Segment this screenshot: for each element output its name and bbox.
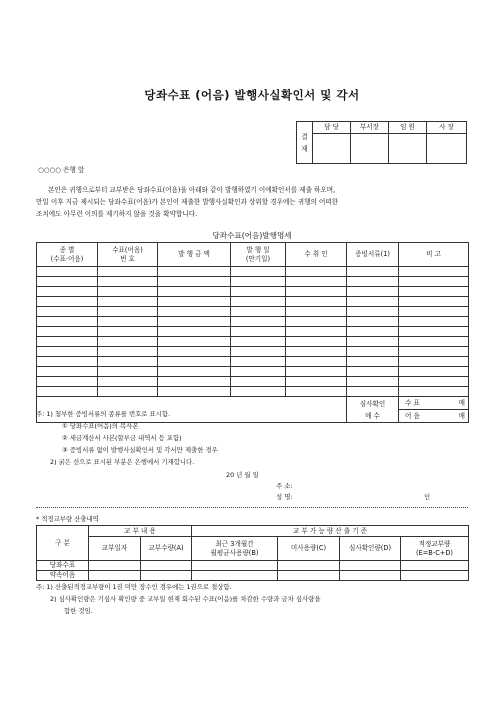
- detail-cell[interactable]: [37, 277, 98, 287]
- detail-cell[interactable]: [399, 357, 469, 367]
- detail-cell[interactable]: [98, 327, 158, 337]
- detail-cell[interactable]: [231, 377, 286, 387]
- detail-cell[interactable]: [158, 297, 231, 307]
- cut-line: [36, 507, 468, 508]
- approval-sign-staff[interactable]: [313, 134, 351, 164]
- quota-issue-date: 교부일자: [89, 537, 141, 561]
- quota-cell[interactable]: [192, 571, 278, 581]
- quota-unused: 미사용량(C): [278, 537, 340, 561]
- detail-cell[interactable]: [158, 387, 231, 397]
- quota-cell[interactable]: [401, 561, 469, 571]
- detail-cell[interactable]: [158, 347, 231, 357]
- quota-cell[interactable]: [340, 561, 401, 571]
- detail-cell[interactable]: [37, 377, 98, 387]
- quota-cell[interactable]: [401, 571, 469, 581]
- detail-cell[interactable]: [347, 277, 399, 287]
- date-line[interactable]: 20 년 월 일: [226, 471, 259, 479]
- intro-line-1: 본인은 귀행으로부터 교부받은 당좌수표(어음)을 아래와 같이 발행하였기 이에확인서를 제출 하오며,: [48, 186, 336, 194]
- summary-check-count[interactable]: 수 표 매: [399, 397, 469, 410]
- detail-cell[interactable]: [98, 337, 158, 347]
- detail-cell[interactable]: [98, 387, 158, 397]
- detail-cell[interactable]: [286, 267, 347, 277]
- detail-cell[interactable]: [231, 347, 286, 357]
- detail-row: [37, 387, 469, 397]
- seal-mark: 인: [424, 493, 431, 501]
- approval-header-president: 사 장: [427, 122, 467, 134]
- detail-row: [37, 277, 469, 287]
- detail-cell[interactable]: [347, 367, 399, 377]
- summary-confirm-count: 심사확인 매 수: [347, 397, 399, 423]
- detail-row: [37, 357, 469, 367]
- detail-row: [37, 367, 469, 377]
- issue-detail-table: [36, 242, 469, 423]
- detail-cell[interactable]: [98, 267, 158, 277]
- detail-cell[interactable]: [37, 297, 98, 307]
- detail-cell[interactable]: [158, 357, 231, 367]
- detail-cell[interactable]: [158, 267, 231, 277]
- detail-row: [37, 327, 469, 337]
- detail-cell[interactable]: [98, 357, 158, 367]
- detail-cell[interactable]: [158, 377, 231, 387]
- detail-cell[interactable]: [231, 387, 286, 397]
- detail-cell[interactable]: [37, 327, 98, 337]
- note-1-second: 2) 굵은 선으로 표시된 부분은 은행에서 기재합니다.: [50, 458, 195, 466]
- detail-cell[interactable]: [158, 327, 231, 337]
- detail-cell[interactable]: [399, 347, 469, 357]
- header-issue-date: 발 행 일 (만기일): [231, 243, 286, 267]
- detail-cell[interactable]: [158, 307, 231, 317]
- detail-cell[interactable]: [286, 377, 347, 387]
- detail-cell[interactable]: [286, 287, 347, 297]
- detail-cell[interactable]: [158, 277, 231, 287]
- detail-row: [37, 267, 469, 277]
- approval-header-staff: 담 당: [313, 122, 351, 134]
- quota-cell[interactable]: [340, 571, 401, 581]
- detail-cell[interactable]: [286, 297, 347, 307]
- detail-cell[interactable]: [98, 317, 158, 327]
- detail-cell[interactable]: [231, 297, 286, 307]
- approval-sign-president[interactable]: [427, 134, 467, 164]
- quota-monthly-avg: 최근 3개월간 월평균사용량(B): [192, 537, 278, 561]
- detail-cell[interactable]: [98, 297, 158, 307]
- quota-row-note: 약속어음: [37, 571, 89, 581]
- quota-confirm-qty: 심사확인량(D): [340, 537, 401, 561]
- summary-blank: [37, 397, 347, 410]
- detail-cell[interactable]: [231, 317, 286, 327]
- intro-line-2: 만일 이후 지금 제시되는 당좌수표(어음)가 본인이 제출한 발행사실확인과 상위할 경우에는 귀행의 어떠한: [36, 198, 339, 206]
- detail-cell[interactable]: [37, 267, 98, 277]
- header-evidence: 증빙서류(1): [347, 243, 399, 267]
- detail-cell[interactable]: [37, 347, 98, 357]
- approval-sign-executive[interactable]: [389, 134, 427, 164]
- detail-cell[interactable]: [347, 307, 399, 317]
- detail-cell[interactable]: [37, 387, 98, 397]
- detail-cell[interactable]: [286, 307, 347, 317]
- detail-cell[interactable]: [399, 377, 469, 387]
- detail-row: [37, 347, 469, 357]
- note-2-line-1: 주: 1) 산출된적정교부량이 1권 미만 장수인 경우에는 1권으로 절상함.: [36, 583, 232, 591]
- detail-cell[interactable]: [286, 367, 347, 377]
- detail-cell[interactable]: [347, 287, 399, 297]
- detail-cell[interactable]: [286, 387, 347, 397]
- detail-cell[interactable]: [399, 307, 469, 317]
- detail-cell[interactable]: [231, 267, 286, 277]
- detail-cell[interactable]: [347, 317, 399, 327]
- detail-cell[interactable]: [399, 337, 469, 347]
- quota-section-title: * 적정교부량 산출내역: [36, 515, 99, 523]
- detail-cell[interactable]: [347, 387, 399, 397]
- approval-side-label: 결 재: [297, 122, 313, 164]
- detail-cell[interactable]: [347, 347, 399, 357]
- detail-cell[interactable]: [158, 337, 231, 347]
- detail-cell[interactable]: [158, 317, 231, 327]
- detail-cell[interactable]: [98, 367, 158, 377]
- quota-row-label: 구 분: [37, 526, 89, 561]
- approval-header-manager: 부서장: [351, 122, 389, 134]
- detail-cell[interactable]: [37, 287, 98, 297]
- name-label[interactable]: 성 명:: [276, 493, 293, 501]
- detail-cell[interactable]: [347, 357, 399, 367]
- header-number: 수표(어음) 번 호: [98, 243, 158, 267]
- quota-group-calc: 교 부 가 능 량 산 출 기 준: [192, 526, 469, 537]
- intro-line-3: 조치에도 아무런 이의를 제기하지 않을 것을 확약합니다.: [36, 210, 198, 218]
- detail-cell[interactable]: [347, 267, 399, 277]
- quota-cell[interactable]: [278, 561, 340, 571]
- detail-cell[interactable]: [231, 327, 286, 337]
- detail-cell[interactable]: [399, 317, 469, 327]
- quota-cell[interactable]: [89, 561, 141, 571]
- document-title: 당좌수표 (어음) 발행사실확인서 및 각서: [144, 88, 360, 102]
- detail-cell[interactable]: [98, 277, 158, 287]
- detail-row: [37, 377, 469, 387]
- quota-group-issue: 교 부 내 용: [89, 526, 192, 537]
- quota-cell[interactable]: [89, 571, 141, 581]
- detail-cell[interactable]: [231, 307, 286, 317]
- detail-cell[interactable]: [286, 317, 347, 327]
- detail-cell[interactable]: [347, 297, 399, 307]
- detail-cell[interactable]: [399, 267, 469, 277]
- detail-cell[interactable]: [37, 307, 98, 317]
- quota-issue-qty: 교부수량(A): [141, 537, 192, 561]
- detail-cell[interactable]: [231, 277, 286, 287]
- detail-row: [37, 307, 469, 317]
- detail-cell[interactable]: [286, 327, 347, 337]
- note-2-line-2: 2) 심사확인량은 기심사 확인량 중 교부일 현재 회수된 수표(어음)를 차감한 수량과 금차 심사량을: [50, 595, 321, 603]
- detail-cell[interactable]: [399, 287, 469, 297]
- detail-cell[interactable]: [286, 357, 347, 367]
- note-1-item-3: ③ 증빙서류 없이 발행사실확인서 및 각서만 제출한 경우: [62, 446, 218, 454]
- detail-cell[interactable]: [231, 357, 286, 367]
- detail-cell[interactable]: [37, 367, 98, 377]
- detail-cell[interactable]: [98, 377, 158, 387]
- detail-row: [37, 287, 469, 297]
- detail-row: [37, 297, 469, 307]
- header-kind: 종 별 (수표·어음): [37, 243, 98, 267]
- quota-cell[interactable]: [141, 571, 192, 581]
- addressee: ○○○○ 은행 앞: [38, 166, 85, 174]
- summary-note-count[interactable]: 어 음 매: [399, 410, 469, 423]
- detail-cell[interactable]: [399, 277, 469, 287]
- detail-cell[interactable]: [231, 367, 286, 377]
- detail-cell[interactable]: [98, 307, 158, 317]
- detail-cell[interactable]: [347, 377, 399, 387]
- detail-cell[interactable]: [347, 337, 399, 347]
- detail-cell[interactable]: [231, 287, 286, 297]
- note-1-item-1: ① 당좌수표(어음)의 복사본: [62, 422, 139, 430]
- detail-cell[interactable]: [286, 337, 347, 347]
- note-1-item-2: ② 세금계산서 사본(할부금 내역서 등 포함): [62, 434, 182, 442]
- detail-row: [37, 317, 469, 327]
- approval-header-executive: 임 원: [389, 122, 427, 134]
- detail-cell[interactable]: [286, 347, 347, 357]
- detail-cell[interactable]: [399, 367, 469, 377]
- quota-table: [36, 525, 469, 581]
- detail-cell[interactable]: [399, 297, 469, 307]
- header-payee: 수 취 인: [286, 243, 347, 267]
- detail-cell[interactable]: [158, 367, 231, 377]
- quota-cell[interactable]: [141, 561, 192, 571]
- note-1-head: 주: 1) 첨부한 증빙서류의 종류를 번호로 표시함.: [36, 410, 171, 418]
- detail-row: [37, 337, 469, 347]
- detail-cell[interactable]: [37, 357, 98, 367]
- detail-table-title: 당좌수표(어음)발행명세: [212, 231, 292, 240]
- detail-cell[interactable]: [37, 317, 98, 327]
- detail-cell[interactable]: [347, 327, 399, 337]
- detail-cell[interactable]: [399, 327, 469, 337]
- detail-cell[interactable]: [98, 287, 158, 297]
- header-remarks: 비 고: [399, 243, 469, 267]
- detail-cell[interactable]: [286, 277, 347, 287]
- address-label[interactable]: 주 소:: [276, 482, 293, 490]
- quota-cell[interactable]: [192, 561, 278, 571]
- header-amount: 발 행 금 액: [158, 243, 231, 267]
- quota-proper-qty: 적정교부량 (E=B-C+D): [401, 537, 469, 561]
- approval-sign-manager[interactable]: [351, 134, 389, 164]
- approval-box: [296, 121, 467, 164]
- detail-cell[interactable]: [37, 337, 98, 347]
- quota-cell[interactable]: [278, 571, 340, 581]
- detail-cell[interactable]: [399, 387, 469, 397]
- detail-cell[interactable]: [158, 287, 231, 297]
- detail-cell[interactable]: [231, 337, 286, 347]
- note-2-line-3: 합한 것임.: [64, 607, 93, 615]
- detail-cell[interactable]: [98, 347, 158, 357]
- quota-row-check: 당좌수표: [37, 561, 89, 571]
